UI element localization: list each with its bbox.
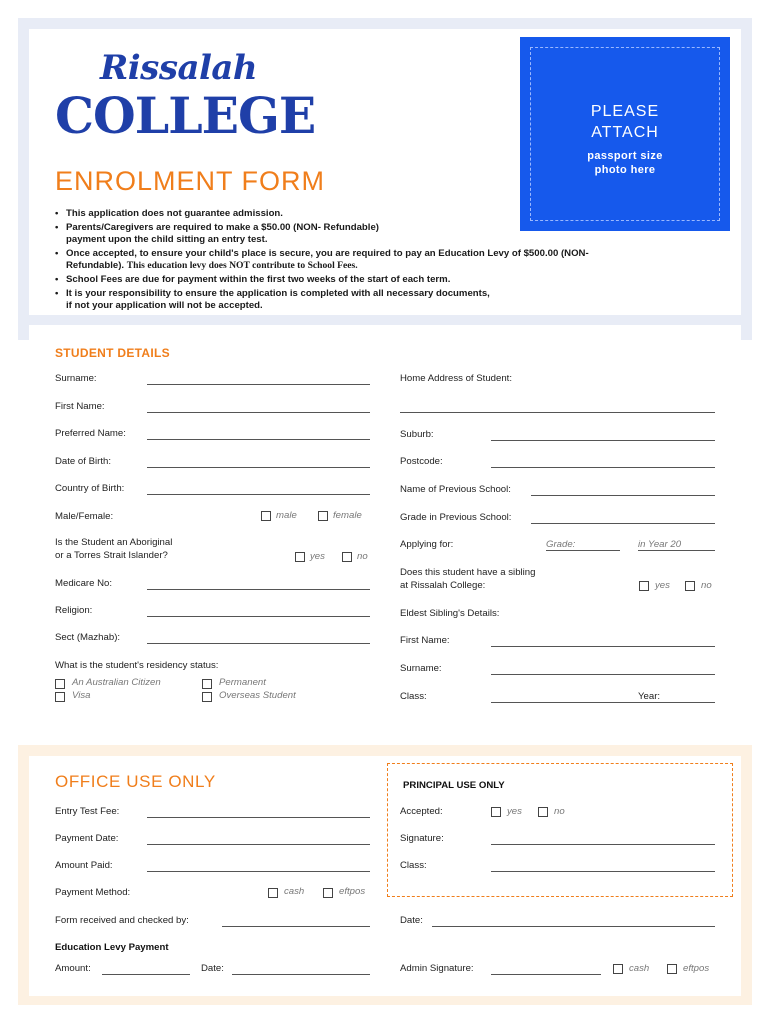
- levy-amount-label: Amount:: [55, 963, 91, 974]
- permanent-checkbox[interactable]: [202, 679, 212, 689]
- citizen-checkbox[interactable]: [55, 679, 65, 689]
- payment-date-label: Payment Date:: [55, 833, 119, 844]
- dob-label: Date of Birth:: [55, 456, 111, 467]
- permanent-option-label: Permanent: [219, 677, 266, 688]
- surname-label: Surname:: [55, 373, 97, 384]
- form-received-label: Form received and checked by:: [55, 915, 189, 926]
- visa-checkbox[interactable]: [55, 692, 65, 702]
- office-use-heading: OFFICE USE ONLY: [55, 772, 216, 791]
- education-levy-heading: Education Levy Payment: [55, 942, 169, 953]
- levy-date-label: Date:: [201, 963, 224, 974]
- note-item: • This application does not guarantee admission.: [55, 208, 665, 220]
- levy-amount-field[interactable]: [102, 974, 190, 975]
- prev-school-field[interactable]: [531, 495, 715, 496]
- year-option-label: in Year 20: [638, 539, 682, 550]
- sibling-first-name-label: First Name:: [400, 635, 450, 646]
- suburb-label: Suburb:: [400, 429, 434, 440]
- sibling-label-2: at Rissalah College:: [400, 580, 486, 591]
- sibling-class-field[interactable]: [491, 702, 715, 703]
- levy-date-field[interactable]: [232, 974, 370, 975]
- amount-paid-label: Amount Paid:: [55, 860, 113, 871]
- photo-subtitle: [520, 149, 730, 177]
- photo-line-2: ATTACH: [591, 124, 659, 141]
- surname-field[interactable]: [147, 384, 370, 385]
- sibling-no-label: no: [701, 580, 712, 591]
- suburb-field[interactable]: [491, 440, 715, 441]
- admin-signature-field[interactable]: [491, 974, 601, 975]
- accepted-label: Accepted:: [400, 806, 443, 817]
- visa-option-label: Visa: [72, 690, 91, 701]
- citizen-option-label: An Australian Citizen: [72, 677, 161, 688]
- religion-field[interactable]: [147, 616, 370, 617]
- grade-option-label: Grade:: [546, 539, 576, 550]
- student-details-heading: STUDENT DETAILS: [55, 346, 170, 360]
- principal-use-heading: PRINCIPAL USE ONLY: [403, 780, 505, 791]
- grade-prev-field[interactable]: [531, 523, 715, 524]
- admin-signature-label: Admin Signature:: [400, 963, 474, 974]
- grade-prev-label: Grade in Previous School:: [400, 512, 512, 523]
- overseas-option-label: Overseas Student: [219, 690, 296, 701]
- entry-fee-field[interactable]: [147, 817, 370, 818]
- received-date-field[interactable]: [432, 926, 715, 927]
- female-checkbox[interactable]: [318, 511, 328, 521]
- form-received-field[interactable]: [222, 926, 370, 927]
- first-name-label: First Name:: [55, 401, 105, 412]
- received-date-label: Date:: [400, 915, 423, 926]
- medicare-label: Medicare No:: [55, 578, 113, 589]
- aboriginal-yes-checkbox[interactable]: [295, 552, 305, 562]
- prev-school-label: Name of Previous School:: [400, 484, 511, 495]
- residency-label: What is the student's residency status:: [55, 660, 219, 671]
- note-item: • Once accepted, to ensure your child's place is secure, you are required to pay an Education Levy of $500.00 (NON- Refundable). This education levy does NOT contribute to School Fees.: [55, 248, 665, 272]
- home-address-field[interactable]: [400, 412, 715, 413]
- sect-label: Sect (Mazhab):: [55, 632, 121, 643]
- sibling-no-checkbox[interactable]: [685, 581, 695, 591]
- principal-class-field[interactable]: [491, 871, 715, 872]
- admin-eftpos-label: eftpos: [683, 963, 710, 974]
- principal-class-label: Class:: [400, 860, 427, 871]
- sibling-first-name-field[interactable]: [491, 646, 715, 647]
- aboriginal-yes-label: yes: [310, 551, 325, 562]
- note-item: • It is your responsibility to ensure the application is completed with all necessary documents, if not your application will not be accepted.: [55, 288, 665, 312]
- photo-line-1: PLEASE: [590, 103, 660, 120]
- home-address-label: Home Address of Student:: [400, 373, 512, 384]
- aboriginal-label-1: Is the Student an Aboriginal: [55, 537, 173, 548]
- male-option-label: male: [276, 510, 297, 521]
- logo-script-text: Rissalah: [100, 48, 258, 88]
- female-option-label: female: [333, 510, 362, 521]
- sect-field[interactable]: [147, 643, 370, 644]
- signature-field[interactable]: [491, 844, 715, 845]
- religion-label: Religion:: [55, 605, 93, 616]
- eftpos-checkbox[interactable]: [323, 888, 333, 898]
- application-notes: [55, 208, 665, 314]
- photo-line-3: passport size: [587, 150, 663, 162]
- aboriginal-no-checkbox[interactable]: [342, 552, 352, 562]
- cash-option-label: cash: [284, 886, 305, 897]
- preferred-name-label: Preferred Name:: [55, 428, 126, 439]
- aboriginal-no-label: no: [357, 551, 368, 562]
- applying-grade-field[interactable]: [546, 550, 620, 551]
- form-title: ENROLMENT FORM: [55, 166, 326, 196]
- country-field[interactable]: [147, 494, 370, 495]
- payment-method-label: Payment Method:: [55, 887, 131, 898]
- eldest-sibling-label: Eldest Sibling's Details:: [400, 608, 500, 619]
- sibling-yes-label: yes: [655, 580, 670, 591]
- photo-instruction: [520, 101, 730, 143]
- amount-paid-field[interactable]: [147, 871, 370, 872]
- accepted-yes-label: yes: [507, 806, 522, 817]
- note-item: • Parents/Caregivers are required to make a $50.00 (NON- Refundable) payment upon the child sitting an entry test.: [55, 222, 665, 246]
- eftpos-option-label: eftpos: [339, 886, 366, 897]
- sibling-year-label: Year:: [638, 691, 661, 702]
- sibling-surname-label: Surname:: [400, 663, 442, 674]
- payment-date-field[interactable]: [147, 844, 370, 845]
- dob-field[interactable]: [147, 467, 370, 468]
- sibling-surname-field[interactable]: [491, 674, 715, 675]
- photo-line-4: photo here: [594, 164, 656, 176]
- sibling-class-label: Class:: [400, 691, 427, 702]
- aboriginal-label-2: or a Torres Strait Islander?: [55, 550, 168, 561]
- note-item: • School Fees are due for payment within the first two weeks of the start of each term.: [55, 274, 665, 286]
- admin-cash-label: cash: [629, 963, 650, 974]
- cash-checkbox[interactable]: [268, 888, 278, 898]
- overseas-checkbox[interactable]: [202, 692, 212, 702]
- admin-cash-checkbox[interactable]: [613, 964, 623, 974]
- signature-label: Signature:: [400, 833, 444, 844]
- entry-fee-label: Entry Test Fee:: [55, 806, 120, 817]
- male-checkbox[interactable]: [261, 511, 271, 521]
- accepted-yes-checkbox[interactable]: [491, 807, 501, 817]
- gender-label: Male/Female:: [55, 511, 114, 522]
- first-name-field[interactable]: [147, 412, 370, 413]
- admin-eftpos-checkbox[interactable]: [667, 964, 677, 974]
- logo-college-text: COLLEGE: [55, 86, 316, 145]
- accepted-no-checkbox[interactable]: [538, 807, 548, 817]
- accepted-no-label: no: [554, 806, 565, 817]
- preferred-name-field[interactable]: [147, 439, 370, 440]
- applying-label: Applying for:: [400, 539, 454, 550]
- postcode-field[interactable]: [491, 467, 715, 468]
- medicare-field[interactable]: [147, 589, 370, 590]
- sibling-yes-checkbox[interactable]: [639, 581, 649, 591]
- applying-year-field[interactable]: [638, 550, 715, 551]
- postcode-label: Postcode:: [400, 456, 443, 467]
- country-label: Country of Birth:: [55, 483, 125, 494]
- sibling-label-1: Does this student have a sibling: [400, 567, 536, 578]
